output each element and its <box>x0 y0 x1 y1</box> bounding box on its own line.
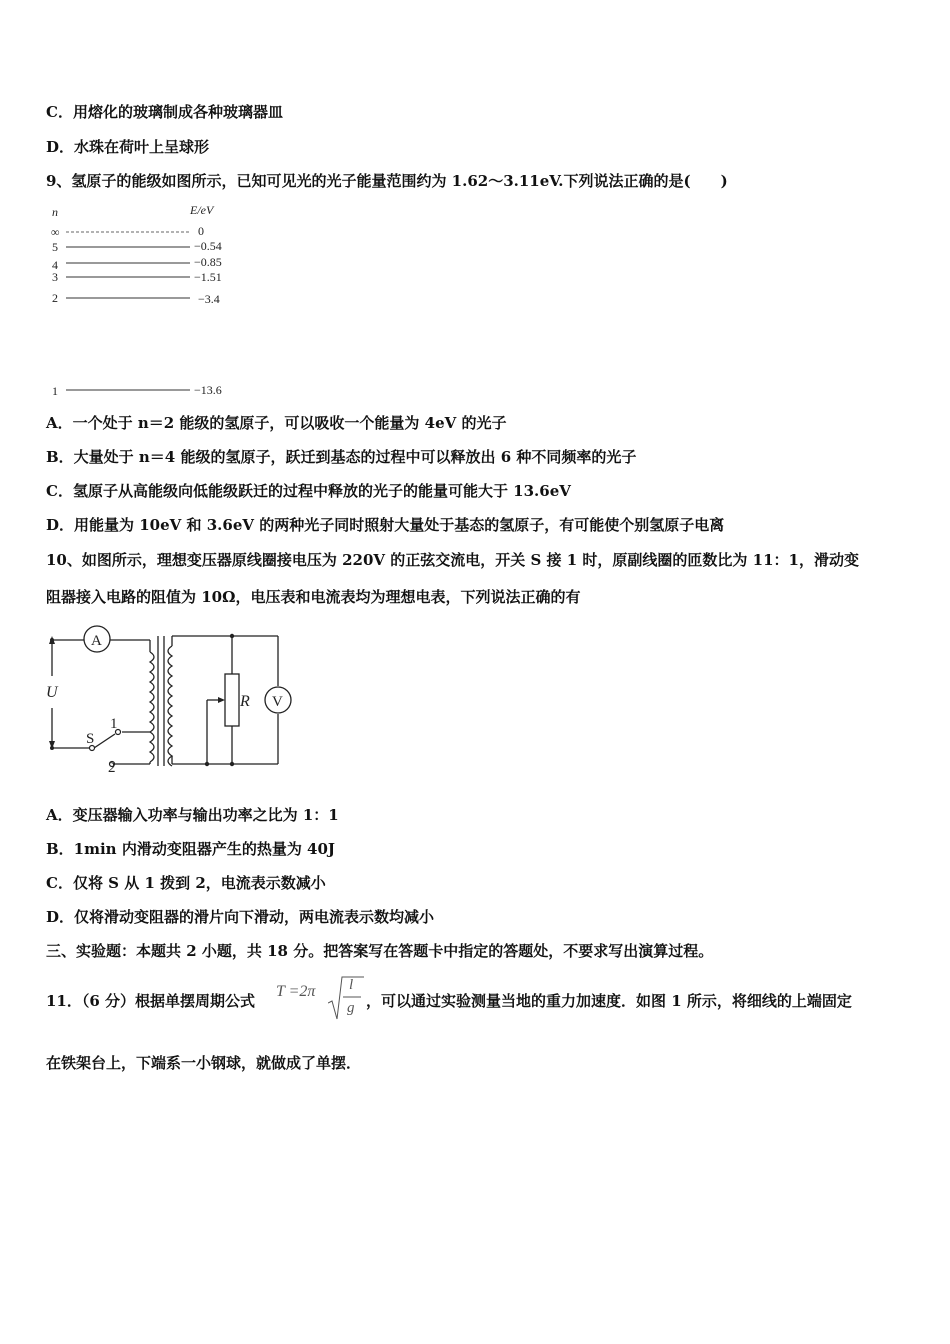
level-n-5: 5 <box>52 240 58 254</box>
level-n-4: 4 <box>52 258 58 272</box>
formula-numerator: l <box>349 977 354 993</box>
level-e-inf: 0 <box>198 224 204 238</box>
q11-prefix: 11．（6 分）根据单摆周期公式 <box>46 992 256 1010</box>
formula-lhs: T =2π <box>276 983 316 1000</box>
level-e-5: −0.54 <box>194 239 222 253</box>
voltage-label: U <box>46 684 58 701</box>
n-axis-label: n <box>52 205 58 219</box>
q10-stem-line2: 阻器接入电路的阻值为 10Ω，电压表和电流表均为理想电表，下列说法正确的有 <box>46 588 581 606</box>
q11-suffix: ，可以通过实验测量当地的重力加速度．如图 1 所示，将细线的上端固定 <box>366 992 852 1010</box>
section-3-heading: 三、实验题：本题共 2 小题，共 18 分。把答案写在答题卡中指定的答题处，不要求写出演算过程。 <box>46 942 714 960</box>
q10-option-c: C．仅将 S 从 1 拨到 2，电流表示数减小 <box>46 874 326 892</box>
q9-option-c: C．氢原子从高能级向低能级跃迁的过程中释放的光子的能量可能大于 13.6eV <box>46 482 571 500</box>
primary-coil <box>150 652 154 762</box>
q10-option-d: D．仅将滑动变阻器的滑片向下滑动，两电流表示数均减小 <box>46 908 435 926</box>
transformer-circuit-diagram <box>40 622 310 776</box>
q11-line2: 在铁架台上，下端系一小钢球，就做成了单摆． <box>46 1054 362 1072</box>
level-n-3: 3 <box>52 270 58 284</box>
formula-denominator: g <box>347 1000 355 1016</box>
q9-option-b: B．大量处于 n＝4 能级的氢原子，跃迁到基态的过程中可以释放出 6 种不同频率的光子 <box>46 448 637 466</box>
level-e-4: −0.85 <box>194 255 222 269</box>
q10-option-a: A．变压器输入功率与输出功率之比为 1：1 <box>46 806 339 824</box>
radical-sign <box>328 975 364 1023</box>
q10-stem-line1: 10、如图所示，理想变压器原线圈接电压为 220V 的正弦交流电，开关 S 接 1 时，原副线圈的匝数比为 11：1，滑动变 <box>46 551 859 569</box>
level-e-3: −1.51 <box>194 270 222 284</box>
switch-label: S <box>86 731 95 747</box>
q8-option-d: D．水珠在荷叶上呈球形 <box>46 138 210 156</box>
q9-option-a: A．一个处于 n＝2 能级的氢原子，可以吸收一个能量为 4eV 的光子 <box>46 414 507 432</box>
resistor-label: R <box>240 693 250 710</box>
q8-option-c: C．用熔化的玻璃制成各种玻璃器皿 <box>46 103 283 121</box>
q9-option-d: D．用能量为 10eV 和 3.6eV 的两种光子同时照射大量处于基态的氢原子，有可能使个别氢原子电离 <box>46 516 725 534</box>
level-n-1: 1 <box>52 384 58 398</box>
q10-option-b: B．1min 内滑动变阻器产生的热量为 40J <box>46 840 336 858</box>
ammeter-label: A <box>91 633 102 649</box>
q9-stem: 9、氢原子的能级如图所示，已知可见光的光子能量范围约为 1.62～3.11eV.下列说法正确的是( ) <box>46 172 728 190</box>
switch-pos-1: 1 <box>110 716 118 732</box>
level-n-2: 2 <box>52 291 58 305</box>
pendulum-formula <box>276 975 366 1025</box>
voltmeter-label: V <box>272 694 283 710</box>
switch-pos-2: 2 <box>108 760 116 776</box>
resistor-r <box>225 674 239 726</box>
switch-blade <box>94 734 115 748</box>
level-e-2: −3.4 <box>198 292 220 306</box>
slider-arrow <box>218 697 225 703</box>
level-e-1: −13.6 <box>194 383 222 397</box>
level-n-inf: ∞ <box>51 225 60 239</box>
energy-axis-label: E/eV <box>190 203 214 217</box>
energy-level-diagram <box>44 200 244 400</box>
secondary-coil <box>168 646 172 766</box>
